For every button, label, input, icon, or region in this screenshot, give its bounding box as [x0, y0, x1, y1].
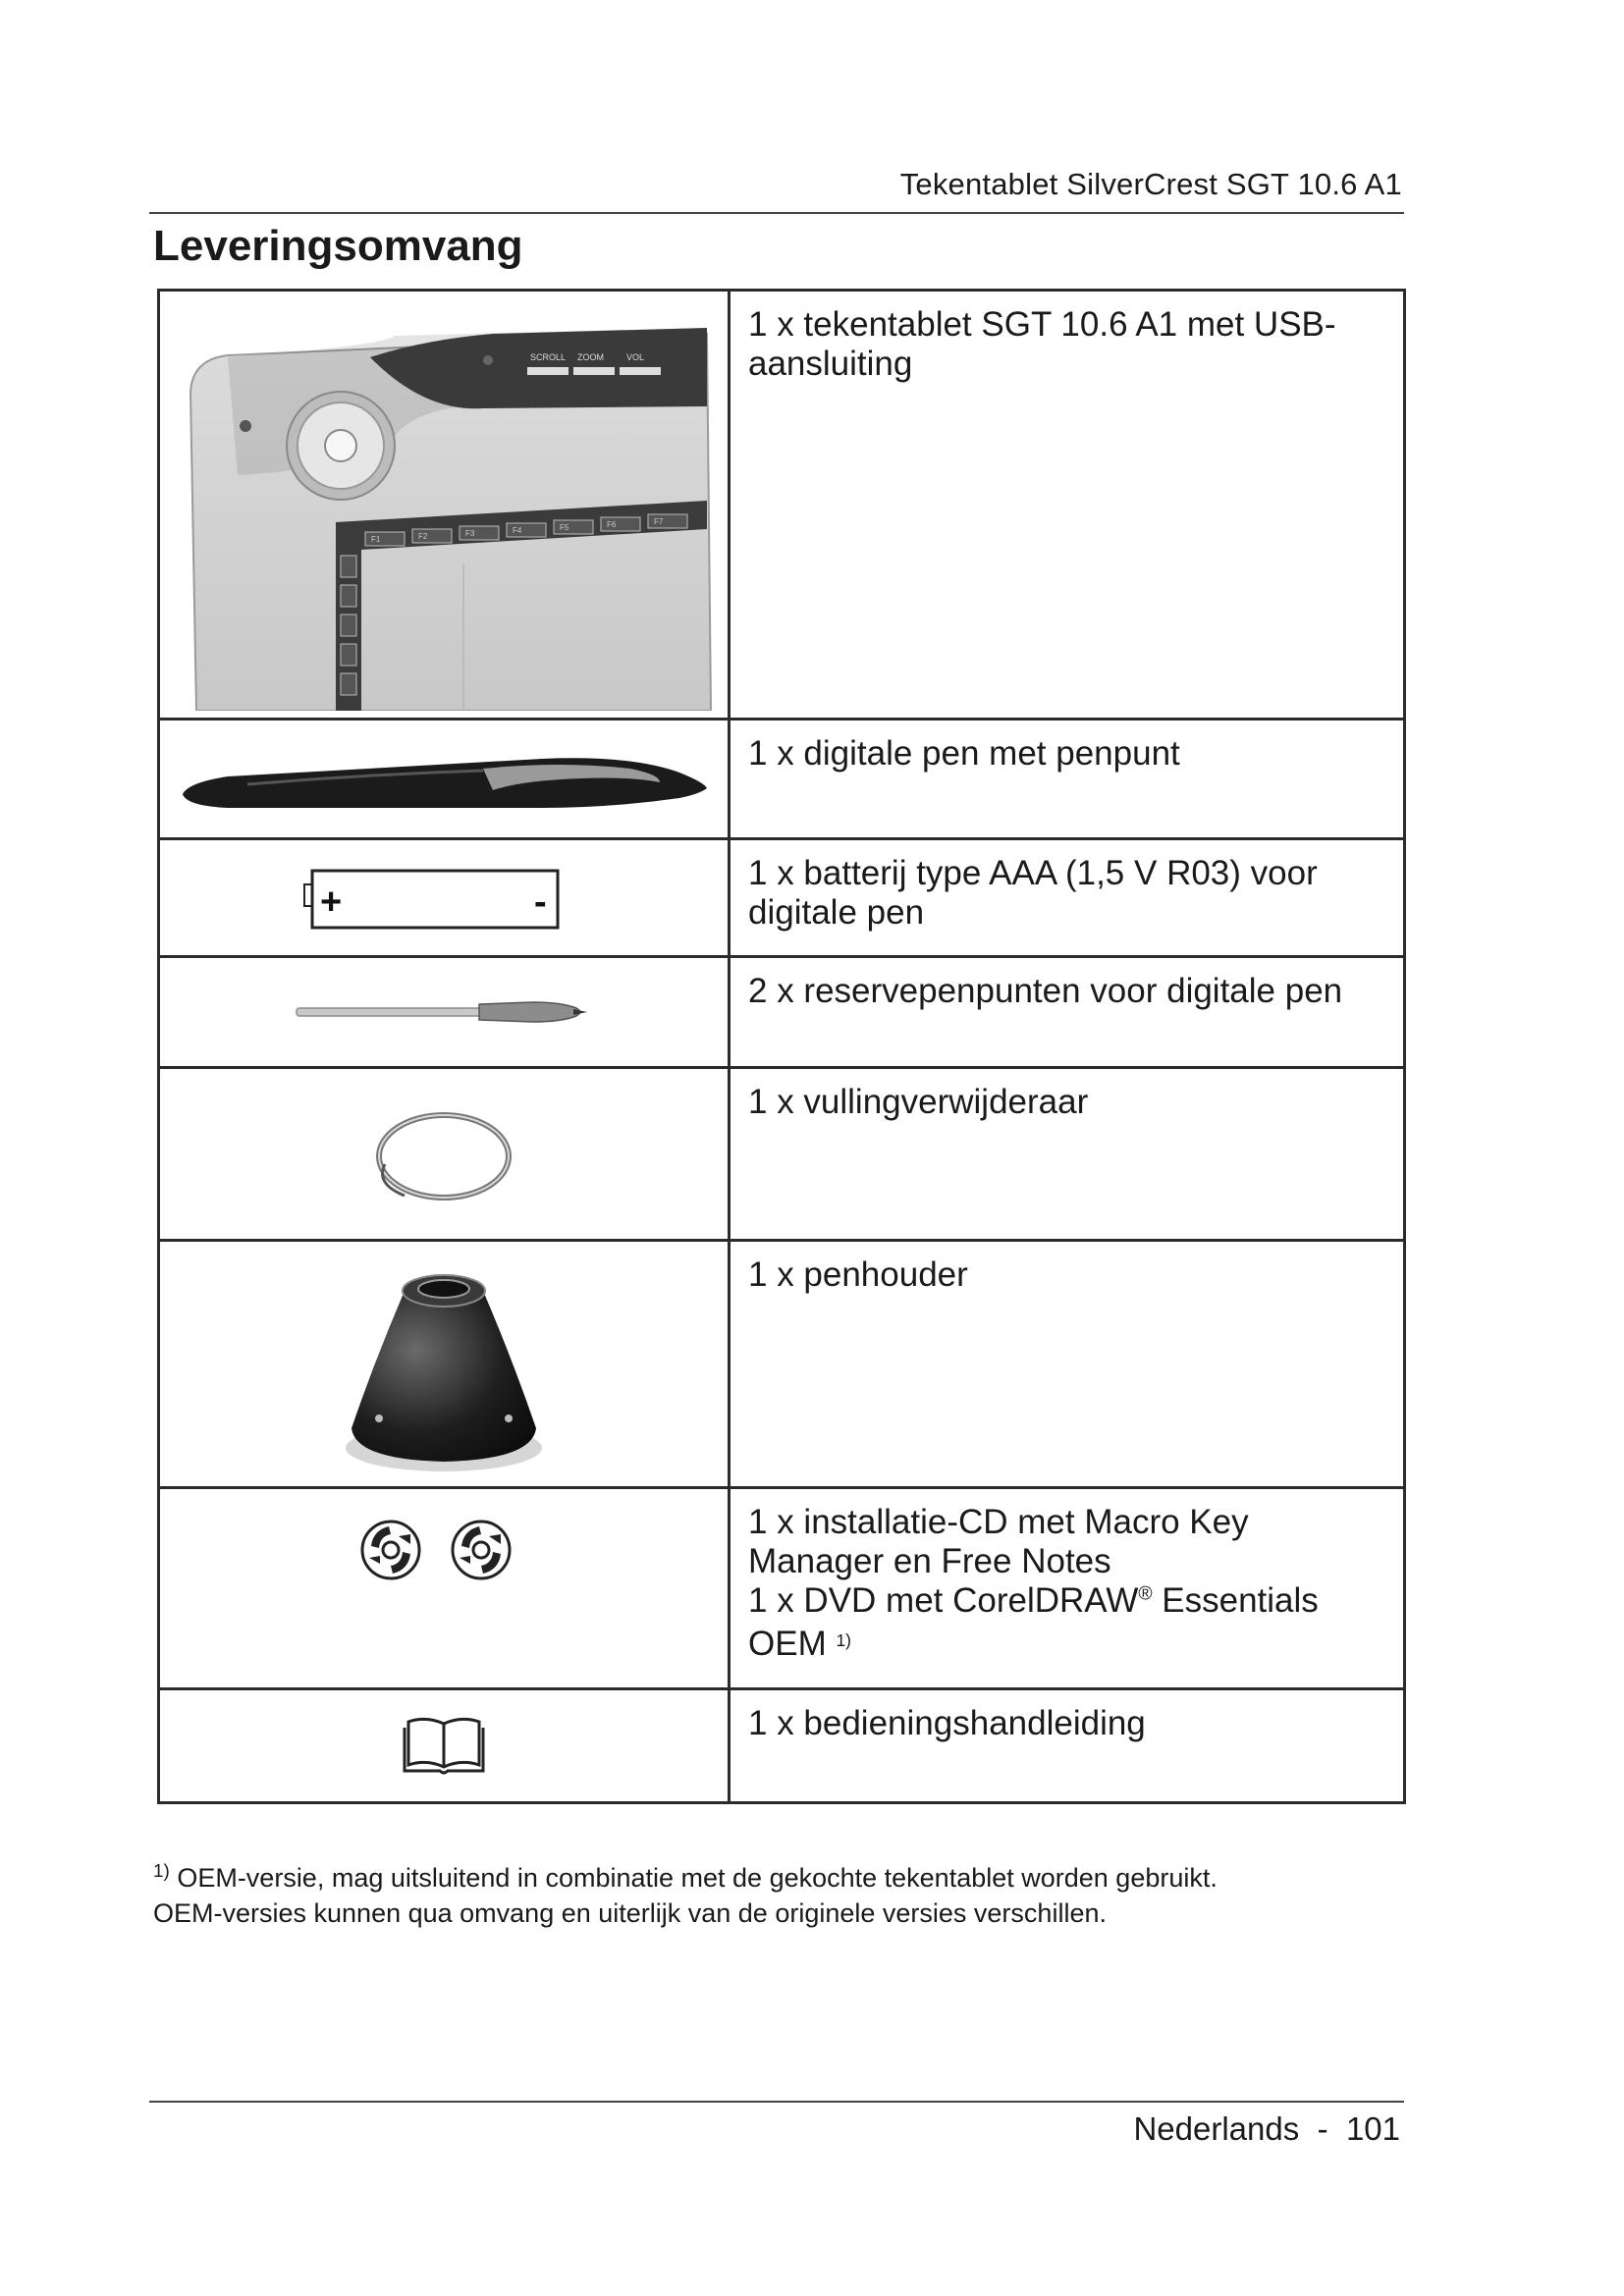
tablet-scroll-label: SCROLL	[530, 352, 567, 362]
table-row	[159, 1068, 1405, 1241]
tablet-key-label: F1	[371, 535, 381, 544]
image-cell	[159, 1488, 730, 1689]
footer-separator: -	[1317, 2110, 1328, 2147]
image-cell	[159, 1068, 730, 1241]
item-text: 1 x installatie-CD met Macro Key Manager en Free Notes	[748, 1503, 1249, 1580]
footnote-reference: 1)	[836, 1630, 852, 1650]
item-text: 1 x bedieningshandleiding	[748, 1704, 1146, 1742]
image-cell	[159, 291, 730, 720]
dvd-text: 1 x DVD met CorelDRAW	[748, 1581, 1139, 1620]
battery-minus-sign: -	[534, 881, 547, 923]
item-text: 1 x digitale pen met penpunt	[748, 734, 1180, 773]
footer-rule	[149, 2101, 1404, 2103]
table-row	[159, 957, 1405, 1068]
battery-icon	[160, 840, 728, 955]
image-cell	[159, 1241, 730, 1488]
tablet-key-label: F4	[513, 526, 522, 535]
nib-remover-ring-icon	[160, 1069, 728, 1239]
item-description	[730, 957, 1405, 1068]
pen-nib-icon	[160, 958, 728, 1066]
item-text: 1 x batterij type AAA (1,5 V R03) voor digitale pen	[748, 854, 1318, 932]
section-title: Leveringsomvang	[153, 222, 523, 270]
table-row	[159, 1488, 1405, 1689]
running-header: Tekentablet SilverCrest SGT 10.6 A1	[899, 167, 1402, 201]
image-cell	[159, 720, 730, 839]
cd-dvd-icon	[160, 1489, 728, 1687]
pen-holder-icon	[160, 1242, 728, 1486]
tablet-key-label: F6	[607, 520, 617, 529]
contents-table	[157, 289, 1406, 1804]
table-row	[159, 1689, 1405, 1803]
footnote	[153, 1860, 1430, 1931]
tablet-key-label: F2	[418, 532, 428, 541]
drawing-tablet-icon	[160, 292, 728, 718]
item-description	[730, 720, 1405, 839]
registered-mark: ®	[1138, 1583, 1153, 1605]
item-text-dvd	[748, 1581, 1385, 1664]
tablet-key-label: F3	[465, 529, 475, 538]
header-rule	[149, 212, 1404, 214]
item-text: 1 x penhouder	[748, 1255, 968, 1294]
image-cell	[159, 839, 730, 957]
tablet-key-label: F7	[654, 517, 664, 526]
page-number: 101	[1345, 2110, 1400, 2147]
image-cell	[159, 957, 730, 1068]
footnote-line-2: OEM-versies kunnen qua omvang en uiterlijk van de originele versies verschillen.	[153, 1898, 1107, 1928]
table-row	[159, 839, 1405, 957]
page-footer	[1133, 2110, 1400, 2148]
tablet-vol-label: VOL	[626, 352, 645, 362]
tablet-zoom-label: ZOOM	[577, 352, 604, 362]
footnote-line-1	[153, 1860, 1430, 1896]
item-description	[730, 1068, 1405, 1241]
item-text: 2 x reservepenpunten voor digitale pen	[748, 972, 1343, 1010]
table-row	[159, 1241, 1405, 1488]
footnote-mark: 1)	[153, 1861, 170, 1882]
image-cell	[159, 1689, 730, 1803]
footnote-text: OEM-versie, mag uitsluitend in combinatie met de gekochte tekentablet worden gebruikt.	[177, 1863, 1218, 1893]
cd-icon	[362, 1522, 419, 1578]
table-row	[159, 720, 1405, 839]
footer-language: Nederlands	[1133, 2110, 1300, 2147]
item-text: 1 x tekentablet SGT 10.6 A1 met USB-aansluiting	[748, 305, 1336, 383]
dvd-text-rest: Essentials OEM	[748, 1581, 1319, 1663]
table-row	[159, 291, 1405, 720]
dvd-icon	[453, 1522, 510, 1578]
item-description	[730, 1488, 1405, 1689]
tablet-key-label: F5	[560, 523, 569, 532]
item-description	[730, 1689, 1405, 1803]
item-description	[730, 291, 1405, 720]
battery-plus-sign: +	[320, 881, 343, 923]
item-description	[730, 839, 1405, 957]
manual-book-icon	[160, 1690, 728, 1801]
digital-pen-icon	[160, 721, 728, 837]
item-description	[730, 1241, 1405, 1488]
item-text: 1 x vullingverwijderaar	[748, 1083, 1089, 1121]
